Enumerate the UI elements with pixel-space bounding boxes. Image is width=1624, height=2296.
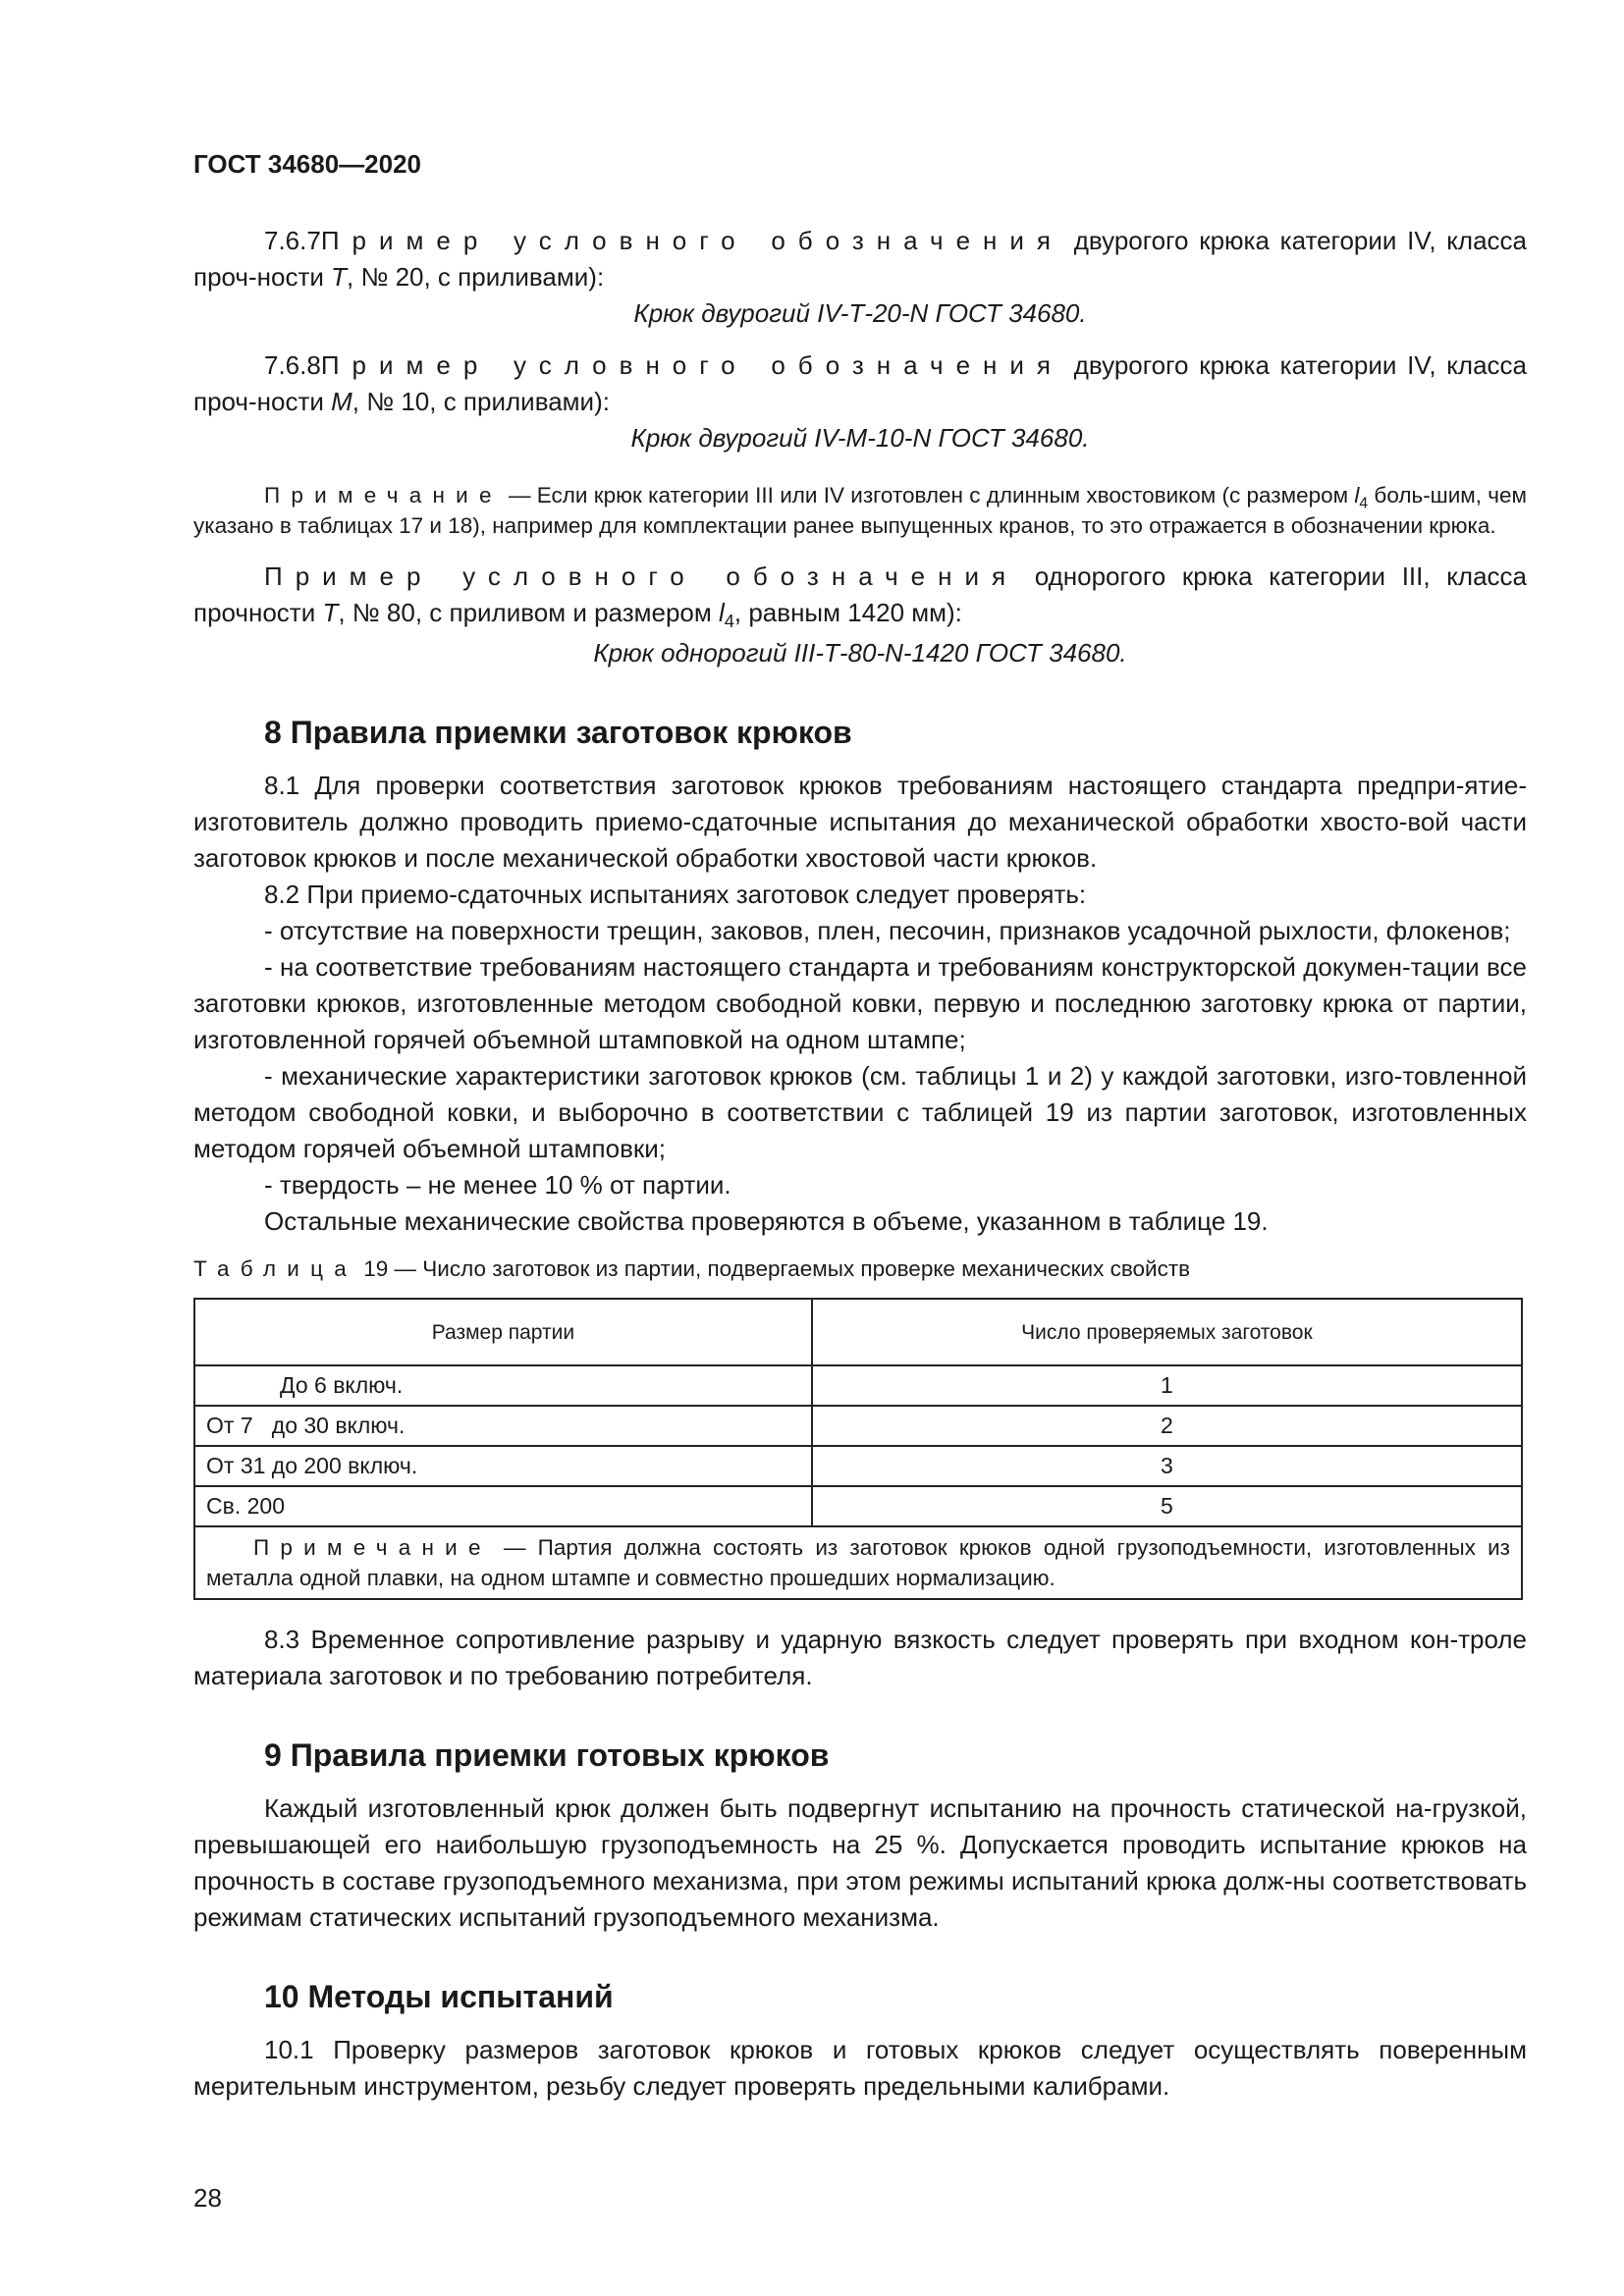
table-cell-size: От 7 до 30 включ. xyxy=(194,1406,812,1446)
table-note-row xyxy=(194,1526,1522,1599)
standard-header: ГОСТ 34680—2020 xyxy=(193,149,421,179)
table-row xyxy=(194,1406,1522,1446)
paragraph-10-1: 10.1 Проверку размеров заготовок крюков и готовых крюков следует осуществлять поверенным мерительным инструментом, резьбу следует проверять предельными калибрами. xyxy=(193,2035,1527,2101)
column-header: Число проверяемых заготовок xyxy=(812,1299,1522,1365)
table-row xyxy=(194,1446,1522,1486)
paragraph-8-3: 8.3 Временное сопротивление разрыву и ударную вязкость следует проверять при входном кон-троле материала заготовок и по требованию потребителя. xyxy=(193,1625,1527,1690)
section-8-title: 8 Правила приемки заготовок крюков xyxy=(264,715,852,750)
table-cell-count: 1 xyxy=(812,1365,1522,1406)
note-label: Примечание xyxy=(253,1535,492,1560)
list-item: - твердость – не менее 10 % от партии. xyxy=(264,1170,731,1200)
list-item: - механические характеристики заготовок крюков (см. таблицы 1 и 2) у каждой заготовки, изго-товленной методом свободной ковки, и выборочно в соответствии с таблицей 19 из партии заготовок, изготовленных методом горячей объемной штамповки; xyxy=(193,1061,1527,1163)
designation-example: Крюк двурогий IV-Т-20-N ГОСТ 34680. xyxy=(633,298,1087,328)
section-9-text: Каждый изготовленный крюк должен быть подвергнут испытанию на прочность статической на-грузкой, превышающей его наибольшую грузоподъемность на 25 %. Допускается проводить испытание крюков на прочность в составе грузоподъемного механизма, при этом режимы испытаний крюка долж-ны соответствовать режимам статических испытаний грузоподъемного механизма. xyxy=(193,1793,1527,1932)
section-9-title: 9 Правила приемки готовых крюков xyxy=(264,1737,830,1773)
note-label: Примечание xyxy=(264,483,503,507)
paragraph-rest: Остальные механические свойства проверяются в объеме, указанном в таблице 19. xyxy=(264,1206,1269,1236)
table-cell-size: От 31 до 200 включ. xyxy=(194,1446,812,1486)
table-cell-size: Св. 200 xyxy=(194,1486,812,1526)
table-row xyxy=(194,1365,1522,1406)
spaced-term: Пример условного обозначения xyxy=(320,226,1063,255)
table-cell-count: 2 xyxy=(812,1406,1522,1446)
table-note: Примечание — Партия должна состоять из заготовок крюков одной грузоподъемности, изготовленных из металла одной плавки, на одном штампе и совместно прошедших нормализацию. xyxy=(194,1526,1522,1599)
page-content xyxy=(193,223,1527,2105)
table-19-caption: Таблица 19 — Число заготовок из партии, подвергаемых проверке механических свойств xyxy=(193,1256,1191,1281)
table-row xyxy=(194,1486,1522,1526)
table-cell-count: 5 xyxy=(812,1486,1522,1526)
column-header: Размер партии xyxy=(194,1299,812,1365)
table-cell-size: До 6 включ. xyxy=(194,1365,812,1406)
designation-example: Крюк однорогий III-Т-80-N-1420 ГОСТ 34680. xyxy=(593,638,1127,667)
paragraph-8-1: 8.1 Для проверки соответствия заготовок крюков требованиям настоящего стандарта предпри-ятие-изготовитель должно проводить приемо-сдаточные испытания до механической обработки хвосто-вой части заготовок крюков и после механической обработки хвостовой части крюков. xyxy=(193,771,1527,873)
note-paragraph: Примечание — Если крюк категории III или IV изготовлен с длинным хвостовиком (с размером $l_4$ боль-шим, чем указано в таблицах 17 и 18), например для комплектации ранее выпущенных кранов, то это отражается в обозначении крюка. xyxy=(193,483,1527,538)
spaced-term: Пример условного обозначения xyxy=(320,350,1063,380)
designation-example: Крюк двурогий IV-М-10-N ГОСТ 34680. xyxy=(630,423,1090,453)
list-item: - на соответствие требованиям настоящего стандарта и требованиям конструкторской докумен-тации все заготовки крюков, изготовленные методом свободной ковки, первую и последнюю заготовку крюка от партии, изготовленной горячей объемной штамповкой на одном штампе; xyxy=(193,952,1527,1054)
table-label: Таблица xyxy=(193,1256,357,1281)
spaced-term: Пример условного обозначения xyxy=(264,561,1019,591)
table-header-row xyxy=(194,1299,1522,1365)
section-10-title: 10 Методы испытаний xyxy=(264,1979,614,2014)
example-paragraph: Пример условного обозначения однорогого крюка категории III, класса прочности Т, № 80, с приливом и размером $l_4$, равным 1420 мм): xyxy=(193,561,1527,632)
page-number: 28 xyxy=(193,2183,222,2213)
paragraph-8-2: 8.2 При приемо-сдаточных испытаниях заготовок следует проверять: xyxy=(264,880,1087,909)
paragraph-7-6-8: 7.6.8Пример условного обозначения двурогого крюка категории IV, класса проч-ности М, № 10, с приливами): xyxy=(193,350,1528,416)
table-cell-count: 3 xyxy=(812,1446,1522,1486)
paragraph-7-6-7: 7.6.7Пример условного обозначения двурогого крюка категории IV, класса проч-ности Т, № 20, с приливами): xyxy=(193,226,1528,292)
table-19 xyxy=(193,1298,1523,1600)
list-item: - отсутствие на поверхности трещин, заковов, плен, песочин, признаков усадочной рыхлости, флокенов; xyxy=(264,916,1511,945)
